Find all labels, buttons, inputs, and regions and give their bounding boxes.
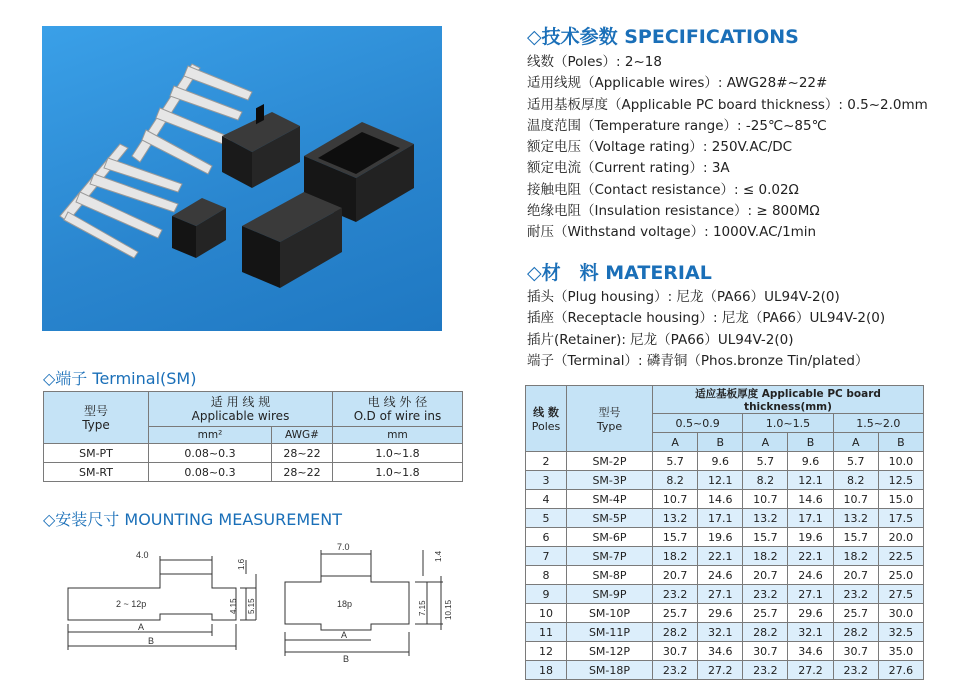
drawing-label: 18p	[337, 599, 353, 609]
dimension-cell: 17.1	[698, 509, 743, 528]
material-list	[527, 287, 885, 372]
table-row	[526, 585, 924, 604]
terminal-mm2: 0.08~0.3	[149, 463, 272, 482]
table-row	[526, 566, 924, 585]
table-row	[526, 604, 924, 623]
dimension-cell: 32.1	[698, 623, 743, 642]
dimension-cell: 25.7	[833, 604, 878, 623]
dim-a: A	[138, 622, 145, 632]
table-row	[44, 444, 463, 463]
unit-mm2: mm²	[149, 427, 272, 444]
type-cell: SM-3P	[567, 471, 653, 490]
dimension-cell: 9.6	[698, 452, 743, 471]
dim-right1: 1.6	[237, 558, 246, 570]
dimension-cell: 13.2	[653, 509, 698, 528]
dimension-cell: 13.2	[833, 509, 878, 528]
dimension-cell: 28.2	[743, 623, 788, 642]
dim-top: 7.0	[337, 542, 350, 552]
type-cell: SM-11P	[567, 623, 653, 642]
spec-contact-resistance: 接触电阻（Contact resistance）: ≤ 0.02Ω	[527, 181, 799, 198]
dimension-cell: 13.2	[743, 509, 788, 528]
table-row	[526, 452, 924, 471]
material-retainer: 插片(Retainer): 尼龙（PA66）UL94V-2(0)	[527, 331, 794, 348]
dimension-cell: 27.6	[878, 661, 923, 680]
poles-cell: 3	[526, 471, 567, 490]
col-b: B	[788, 433, 833, 452]
dimension-cell: 29.6	[788, 604, 833, 623]
dimension-cell: 18.2	[833, 547, 878, 566]
terminal-type: SM-PT	[44, 444, 149, 463]
dimension-cell: 35.0	[878, 642, 923, 661]
od-cn: 电 线 外 径	[367, 395, 428, 409]
plug-housing-small	[222, 112, 300, 188]
terminal-type-header	[44, 392, 149, 444]
dimension-cell: 30.0	[878, 604, 923, 623]
range-header-2: 1.0~1.5	[743, 414, 833, 433]
table-row	[44, 463, 463, 482]
dimension-cell: 8.2	[743, 471, 788, 490]
dimension-cell: 10.7	[653, 490, 698, 509]
type-cn: 型号	[598, 406, 621, 419]
dimension-cell: 12.1	[788, 471, 833, 490]
material-title: ◇材 料 MATERIAL	[527, 262, 712, 284]
dimension-cell: 27.2	[788, 661, 833, 680]
type-cell: SM-6P	[567, 528, 653, 547]
table-row	[526, 528, 924, 547]
poles-cell: 8	[526, 566, 567, 585]
product-photo	[42, 26, 442, 331]
terminal-awg: 28~22	[272, 463, 333, 482]
dimension-cell: 23.2	[653, 585, 698, 604]
dimension-cell: 24.6	[788, 566, 833, 585]
dimension-cell: 18.2	[653, 547, 698, 566]
poles-cell: 4	[526, 490, 567, 509]
mounting-drawing-2-12p	[60, 540, 270, 665]
terminal-od: 1.0~1.8	[333, 444, 463, 463]
dimension-cell: 30.7	[743, 642, 788, 661]
od-en: O.D of wire ins	[353, 409, 442, 423]
dimension-cell: 10.7	[833, 490, 878, 509]
type-cn: 型号	[83, 403, 108, 418]
poles-en: Poles	[531, 420, 561, 433]
dimension-cell: 22.5	[878, 547, 923, 566]
col-a: A	[833, 433, 878, 452]
dimension-cell: 22.1	[698, 547, 743, 566]
board-thickness-table	[525, 385, 924, 680]
poles-cell: 9	[526, 585, 567, 604]
dim-right3: 5.15	[247, 598, 256, 614]
poles-cell: 6	[526, 528, 567, 547]
spec-board-thickness: 适用基板厚度（Applicable PC board thickness）: 0.5~2.0mm	[527, 96, 928, 113]
type-header	[567, 386, 653, 452]
terminal-od: 1.0~1.8	[333, 463, 463, 482]
table-row	[526, 509, 924, 528]
spec-poles: 线数（Poles）: 2~18	[527, 54, 662, 70]
material-receptacle: 插座（Receptacle housing）: 尼龙（PA66）UL94V-2(0)	[527, 310, 886, 327]
dimension-cell: 20.7	[653, 566, 698, 585]
dimension-cell: 20.7	[743, 566, 788, 585]
dimension-cell: 5.7	[833, 452, 878, 471]
table-row	[526, 642, 924, 661]
terminal-table	[43, 391, 463, 482]
dim-b: B	[148, 636, 155, 646]
dimension-cell: 27.1	[788, 585, 833, 604]
dimension-cell: 5.7	[743, 452, 788, 471]
dimension-cell: 8.2	[653, 471, 698, 490]
col-b: B	[698, 433, 743, 452]
poles-cell: 12	[526, 642, 567, 661]
dimension-cell: 12.5	[878, 471, 923, 490]
wires-cn: 适 用 线 规	[210, 395, 271, 409]
dimension-cell: 30.7	[833, 642, 878, 661]
type-cell: SM-4P	[567, 490, 653, 509]
dim-right1: 1.4	[434, 550, 443, 562]
dimension-cell: 23.2	[743, 661, 788, 680]
dimension-cell: 23.2	[833, 585, 878, 604]
dimension-cell: 10.0	[878, 452, 923, 471]
dimension-cell: 15.7	[833, 528, 878, 547]
type-cell: SM-2P	[567, 452, 653, 471]
col-a: A	[653, 433, 698, 452]
plug-housing-2p	[172, 198, 226, 258]
terminal-type: SM-RT	[44, 463, 149, 482]
spec-voltage: 额定电压（Voltage rating）: 250V.AC/DC	[527, 139, 793, 156]
col-a: A	[743, 433, 788, 452]
terminal-wires-header	[149, 392, 333, 427]
poles-cell: 5	[526, 509, 567, 528]
dimension-cell: 19.6	[788, 528, 833, 547]
dim-right2: 4.15	[229, 598, 238, 614]
type-cell: SM-8P	[567, 566, 653, 585]
range-header-3: 1.5~2.0	[833, 414, 923, 433]
spec-current: 额定电流（Current rating）: 3A	[527, 160, 730, 177]
spec-wires: 适用线规（Applicable wires）: AWG28#~22#	[527, 75, 828, 92]
table-row	[526, 661, 924, 680]
dimension-cell: 25.0	[878, 566, 923, 585]
dimension-cell: 23.2	[653, 661, 698, 680]
dimension-cell: 20.7	[833, 566, 878, 585]
type-cell: SM-7P	[567, 547, 653, 566]
dimension-cell: 32.1	[788, 623, 833, 642]
dimension-cell: 25.7	[743, 604, 788, 623]
poles-cell: 2	[526, 452, 567, 471]
material-plug: 插头（Plug housing）: 尼龙（PA66）UL94V-2(0)	[527, 289, 840, 305]
dimension-cell: 9.6	[788, 452, 833, 471]
dimension-cell: 29.6	[698, 604, 743, 623]
connector-illustration	[42, 26, 442, 331]
mounting-title: ◇安装尺寸 MOUNTING MEASUREMENT	[43, 510, 343, 529]
dimension-cell: 5.7	[653, 452, 698, 471]
dimension-cell: 8.2	[833, 471, 878, 490]
table-row	[526, 490, 924, 509]
dimension-cell: 15.7	[653, 528, 698, 547]
dimension-cell: 28.2	[833, 623, 878, 642]
type-cell: SM-9P	[567, 585, 653, 604]
dimension-cell: 17.5	[878, 509, 923, 528]
material-terminal: 端子（Terminal）: 磷青铜（Phos.bronze Tin/plated）	[527, 352, 869, 369]
terminal-awg: 28~22	[272, 444, 333, 463]
dimension-cell: 34.6	[788, 642, 833, 661]
dimension-cell: 24.6	[698, 566, 743, 585]
specifications-title: ◇技术参数 SPECIFICATIONS	[527, 26, 799, 48]
dimension-cell: 25.7	[653, 604, 698, 623]
dim-a: A	[341, 630, 348, 640]
dim-top: 4.0	[136, 550, 149, 560]
terminal-title: ◇端子 Terminal(SM)	[43, 369, 197, 388]
dimension-cell: 23.2	[833, 661, 878, 680]
dimension-cell: 30.7	[653, 642, 698, 661]
poles-header	[526, 386, 567, 452]
dimension-cell: 14.6	[698, 490, 743, 509]
drawing-label: 2 ~ 12p	[116, 599, 147, 609]
table-row	[526, 623, 924, 642]
spec-withstand-voltage: 耐压（Withstand voltage）: 1000V.AC/1min	[527, 224, 817, 241]
thickness-header: 适应基板厚度 Applicable PC board thickness(mm)	[653, 386, 924, 414]
range-header-1: 0.5~0.9	[653, 414, 743, 433]
dim-right3: 10.15	[444, 599, 453, 620]
dimension-cell: 17.1	[788, 509, 833, 528]
poles-cell: 11	[526, 623, 567, 642]
wires-en: Applicable wires	[191, 409, 290, 423]
dimension-cell: 28.2	[653, 623, 698, 642]
dimension-cell: 20.0	[878, 528, 923, 547]
type-cell: SM-18P	[567, 661, 653, 680]
dimension-cell: 27.1	[698, 585, 743, 604]
unit-awg: AWG#	[272, 427, 333, 444]
dim-b: B	[343, 654, 350, 664]
table-row	[526, 471, 924, 490]
type-cell: SM-10P	[567, 604, 653, 623]
terminal-strip-lower	[60, 144, 182, 258]
dimension-cell: 27.5	[878, 585, 923, 604]
dimension-cell: 32.5	[878, 623, 923, 642]
terminal-mm2: 0.08~0.3	[149, 444, 272, 463]
dimension-cell: 12.1	[698, 471, 743, 490]
dimension-cell: 15.7	[743, 528, 788, 547]
dimension-cell: 18.2	[743, 547, 788, 566]
dimension-cell: 23.2	[743, 585, 788, 604]
dimension-cell: 14.6	[788, 490, 833, 509]
dimension-cell: 22.1	[788, 547, 833, 566]
type-cell: SM-12P	[567, 642, 653, 661]
table-row	[526, 547, 924, 566]
dim-right2: 7.15	[418, 600, 427, 616]
poles-cell: 7	[526, 547, 567, 566]
dimension-cell: 19.6	[698, 528, 743, 547]
terminal-od-header	[333, 392, 463, 427]
poles-cn: 线 数	[533, 406, 559, 419]
dimension-cell: 10.7	[743, 490, 788, 509]
specifications-list	[527, 52, 928, 244]
col-b: B	[878, 433, 923, 452]
poles-cell: 10	[526, 604, 567, 623]
type-cell: SM-5P	[567, 509, 653, 528]
type-en: Type	[596, 420, 623, 433]
dimension-cell: 34.6	[698, 642, 743, 661]
dimension-cell: 27.2	[698, 661, 743, 680]
spec-temperature: 温度范围（Temperature range）: -25℃~85℃	[527, 117, 827, 134]
spec-insulation-resistance: 绝缘电阻（Insulation resistance）: ≥ 800MΩ	[527, 203, 820, 220]
poles-cell: 18	[526, 661, 567, 680]
unit-mm: mm	[333, 427, 463, 444]
dimension-cell: 15.0	[878, 490, 923, 509]
mounting-drawing-18p	[275, 536, 465, 665]
type-en: Type	[82, 417, 110, 432]
